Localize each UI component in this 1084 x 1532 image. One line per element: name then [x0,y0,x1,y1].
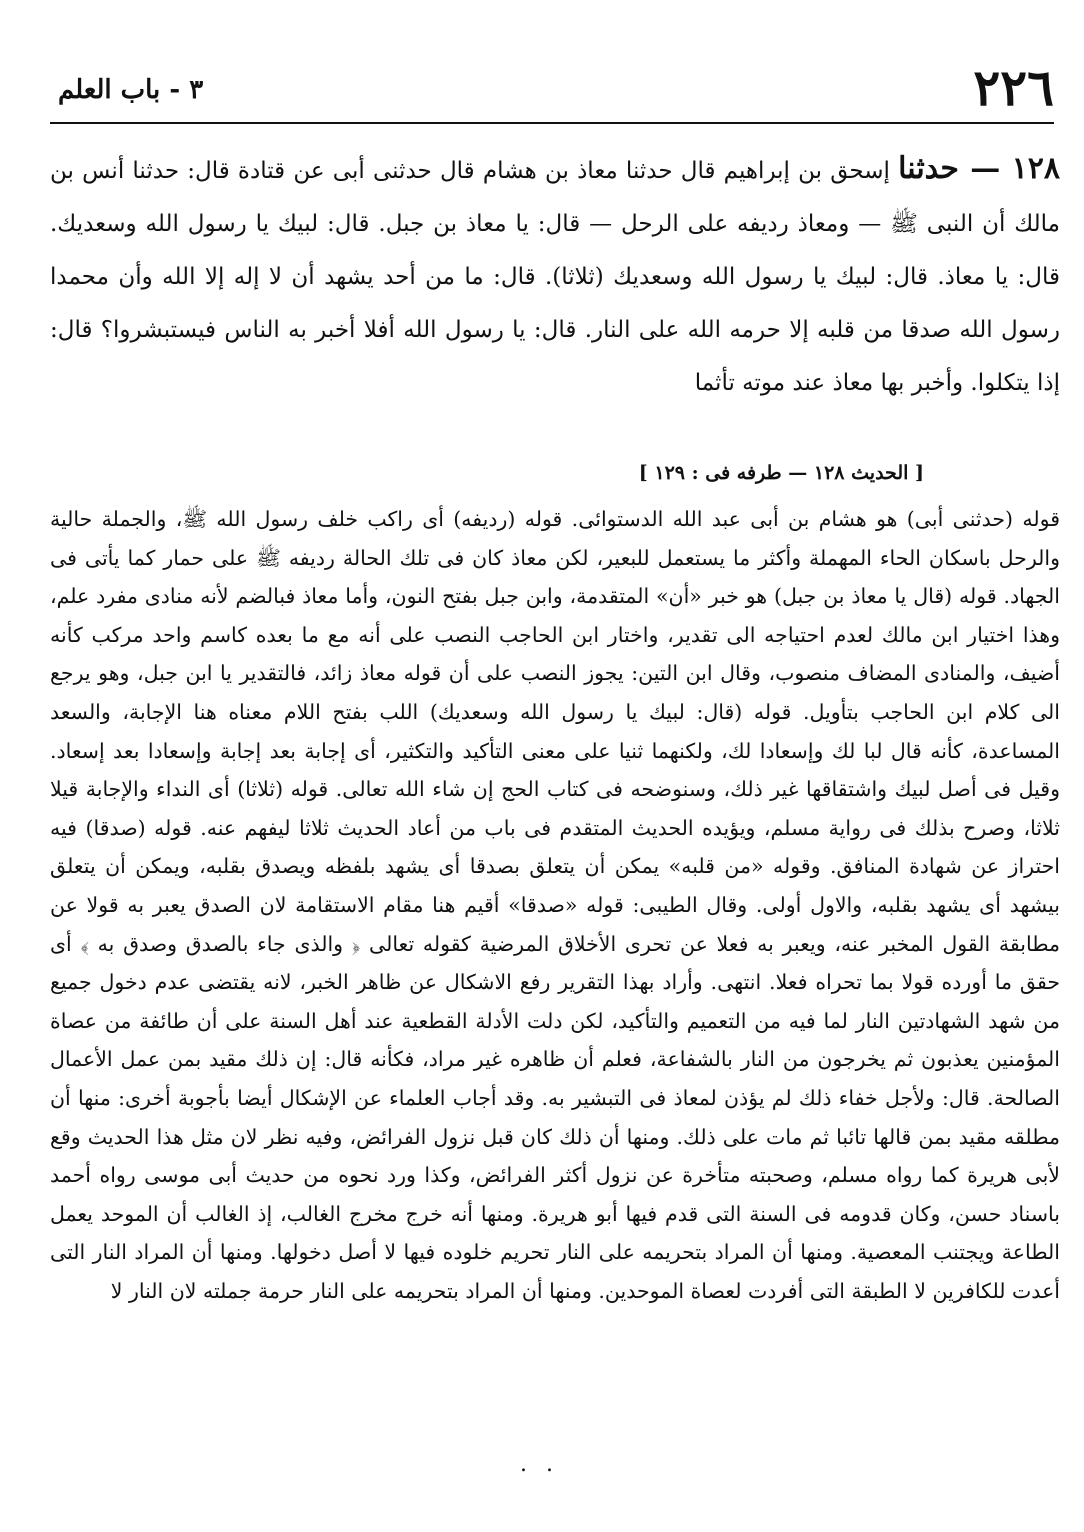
chapter-title: ٣ - باب العلم [58,75,204,105]
page-header [50,56,1054,124]
hadith-number-lead: ١٢٨ — حدثنا [898,151,1060,186]
hadith-body: إسحق بن إبراهيم قال حدثنا معاذ بن هشام قال حدثنى أبى عن قتادة قال: حدثنا أنس بن مالك أن النبى ﷺ — ومعاذ رديفه على الرحل — قال: يا معاذ بن جبل. قال: لبيك يا رسول الله وسعديك. قال: يا معاذ. قال: لبيك يا رسول الله وسعديك (ثلاثا). قال: ما من أحد يشهد أن لا إله إلا الله وأن محمدا رسول الله صدقا من قلبه إلا حرمه الله على النار. قال: يا رسول الله أفلا أخبر به الناس فيستبشروا؟ قال: إذا يتكلوا. وأخبر بها معاذ عند موته تأثما [50,158,1060,396]
hadith-reference: [ الحديث ١٢٨ — طرفه فى : ١٢٩ ] [638,462,924,484]
hadith-text-block [50,142,1060,410]
footer-mark: . . [520,1452,559,1477]
page-number: ٢٢٦ [973,58,1054,117]
commentary-text: قوله (حدثنى أبى) هو هشام بن أبى عبد الله الدستوائى. قوله (رديفه) أى راكب خلف رسول الله ﷺ، والجملة حالية والرحل باسكان الحاء المهملة وأكثر ما يستعمل للبعير، لكن معاذ كان فى تلك الحالة رديفه ﷺ على حمار كما يأتى فى الجهاد. قوله (قال يا معاذ بن جبل) هو خبر «أن» المتقدمة، وابن جبل بفتح النون، وأما معاذ فبالضم لأنه منادى مفرد علم، وهذا اختيار ابن مالك لعدم احتياجه الى تقدير، واختار ابن الحاجب النصب على أنه مع ما بعده كاسم واحد مركب كأنه أضيف، والمنادى المضاف منصوب، وقال ابن التين: يجوز النصب على أن قوله معاذ زائد، فالتقدير يا ابن جبل، وهو يرجع الى كلام ابن الحاجب بتأويل. قوله (قال: لبيك يا رسول الله وسعديك) اللب بفتح اللام معناه هنا الإجابة، والسعد المساعدة، كأنه قال لبا لك وإسعادا لك، ولكنهما ثنيا على معنى التأكيد والتكثير، أى إجابة بعد إجابة وإسعادا بعد إسعاد. وقيل فى أصل لبيك واشتقاقها غير ذلك، وسنوضحه فى كتاب الحج إن شاء الله تعالى. قوله (ثلاثا) أى النداء والإجابة قيلا ثلاثا، وصرح بذلك فى رواية مسلم، ويؤيده الحديث المتقدم فى باب من أعاد الحديث ثلاثا ليفهم عنه. قوله (صدقا) فيه احتراز عن شهادة المنافق. وقوله «من قلبه» يمكن أن يتعلق بصدقا أى يشهد بلفظه ويصدق بقلبه، ويمكن أن يتعلق بيشهد أى يشهد بقلبه، والاول أولى. وقال الطيبى: قوله «صدقا» أقيم هنا مقام الاستقامة لان الصدق يعبر به قولا عن مطابقة القول المخبر عنه، ويعبر به فعلا عن تحرى الأخلاق المرضية كقوله تعالى ﴿ والذى جاء بالصدق وصدق به ﴾ أى حقق ما أورده قولا بما تحراه فعلا. انتهى. وأراد بهذا التقرير رفع الاشكال عن ظاهر الخبر، لانه يقتضى عدم دخول جميع من شهد الشهادتين النار لما فيه من التعميم والتأكيد، لكن دلت الأدلة القطعية عند أهل السنة على أن طائفة من عصاة المؤمنين يعذبون ثم يخرجون من النار بالشفاعة، فعلم أن ظاهره غير مراد، فكأنه قال: إن ذلك مقيد بمن عمل الأعمال الصالحة. قال: ولأجل خفاء ذلك لم يؤذن لمعاذ فى التبشير به. وقد أجاب العلماء عن الإشكال أيضا بأجوبة أخرى: منها أن مطلقه مقيد بمن قالها تائبا ثم مات على ذلك. ومنها أن ذلك كان قبل نزول الفرائض، وفيه نظر لان مثل هذا الحديث وقع لأبى هريرة كما رواه مسلم، وصحبته متأخرة عن نزول أكثر الفرائض، وكذا ورد نحوه من حديث أبى موسى رواه أحمد باسناد حسن، وكان قدومه فى السنة التى قدم فيها أبو هريرة. ومنها أنه خرج مخرج الغالب، إذ الغالب أن الموحد يعمل الطاعة ويجتنب المعصية. ومنها أن المراد بتحريمه على النار تحريم خلوده فيها لا أصل دخولها. ومنها أن المراد النار التى أعدت للكافرين لا الطبقة التى أفردت لعصاة الموحدين. ومنها أن المراد بتحريمه على النار حرمة جملته لان النار لا [50,507,1060,1303]
